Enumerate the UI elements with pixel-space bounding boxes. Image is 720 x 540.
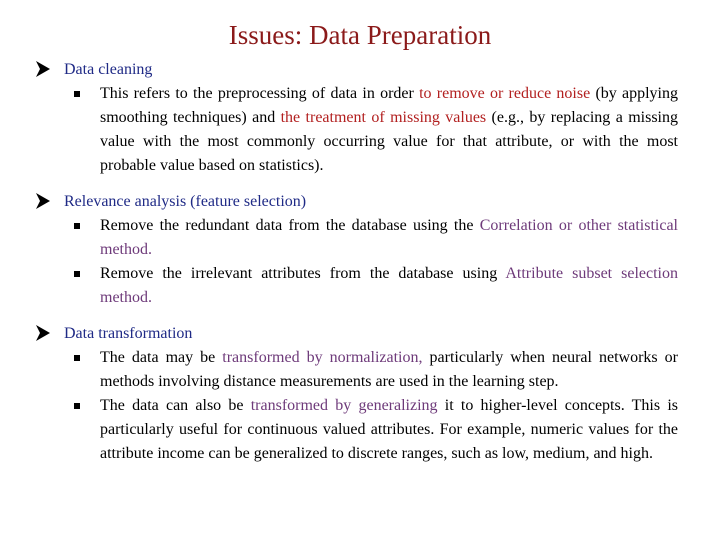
bullet-item <box>100 82 678 178</box>
arrow-bullet-icon <box>36 325 50 341</box>
arrow-bullet-icon <box>36 61 50 77</box>
highlight-text: transformed by normalization, <box>222 349 423 366</box>
section-heading-row <box>36 58 678 82</box>
bullet-item <box>100 262 678 310</box>
square-bullet-icon <box>74 355 80 361</box>
highlight-text: to remove or reduce noise <box>419 85 591 102</box>
square-bullet-icon <box>74 91 80 97</box>
bullet-item <box>100 394 678 466</box>
bullet-text <box>100 394 678 466</box>
highlight-text: transformed by generalizing <box>250 397 438 414</box>
text-run: This refers to the preprocessing of data in order <box>100 85 420 102</box>
text-run: (e.g., by replacing a missing value with the most commonly occurring value for that attribute, or with the most probable value based on statistics). <box>100 109 678 174</box>
slide-title: Issues: Data Preparation <box>228 20 492 50</box>
bullet-text <box>100 346 678 394</box>
square-bullet-icon <box>74 223 80 229</box>
section-heading-row <box>36 190 678 214</box>
highlight-text: Attribute subset selection method. <box>100 265 679 306</box>
section-heading-row <box>36 322 678 346</box>
square-bullet-icon <box>74 403 80 409</box>
section-relevance-analysis <box>36 190 678 310</box>
section-heading: Data cleaning <box>64 61 153 78</box>
section-data-transformation <box>36 322 678 466</box>
section-heading: Data transformation <box>64 325 193 342</box>
bullet-text <box>100 262 678 310</box>
arrow-bullet-icon <box>36 193 50 209</box>
square-bullet-icon <box>74 271 80 277</box>
text-run: particularly when neural networks or methods involving distance measurements are used in the learning step. <box>100 349 678 390</box>
section-heading: Relevance analysis (feature selection) <box>64 193 307 210</box>
highlight-text: Correlation or other statistical method. <box>100 217 679 258</box>
text-run: (by applying smoothing techniques) and <box>100 85 679 126</box>
text-run: Remove the irrelevant attributes from the database using <box>100 265 506 282</box>
bullet-item <box>100 346 678 394</box>
highlight-text: the treatment of missing values <box>280 109 487 126</box>
bullet-text <box>100 82 678 178</box>
section-data-cleaning <box>36 58 678 178</box>
text-run: The data can also be <box>100 397 251 414</box>
bullet-text <box>100 214 678 262</box>
text-run: Remove the redundant data from the database using the <box>100 217 480 234</box>
text-run: it to higher-level concepts. This is particularly useful for continuous valued attributes. For example, numeric values for the attribute income can be generalized to discrete ranges, such as low, medium, and high. <box>100 397 678 462</box>
text-run: The data may be <box>100 349 223 366</box>
bullet-item <box>100 214 678 262</box>
